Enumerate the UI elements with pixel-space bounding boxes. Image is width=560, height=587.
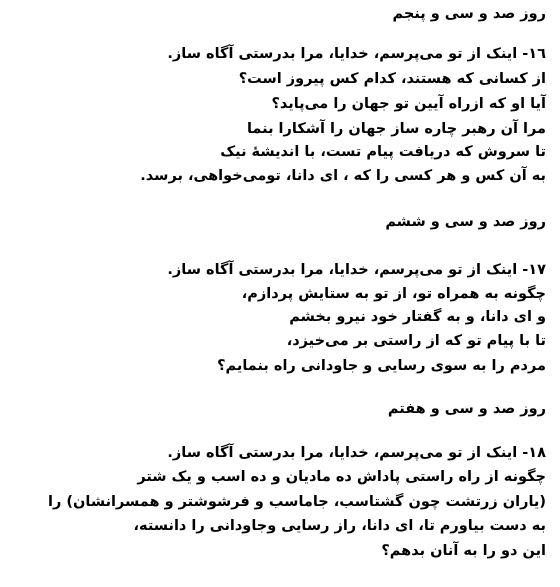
- verse-line: ١٧- اینک از تو می‌پرسم، خدایا، مرا بدرستی آگاه ساز.: [167, 262, 546, 278]
- verse-line: از کسانی که هستند، کدام کس پیروز است؟: [238, 71, 546, 87]
- verse-line: (یاران زرتشت چون گشتاسب، جاماسب و فرشوشتر و همسرانشان) را: [48, 494, 546, 510]
- verse-line: به دست بیاورم تا، ای دانا، راز‌ رسایی وجاودانی را دانسته،: [133, 518, 546, 534]
- verse-line: به آن کس و هر کسی را که ، ای دانا، تومی‌خواهی، برسد.: [140, 168, 546, 184]
- verse-line: تا سروش که دریافت پیام‌ تست، با اندیشهٔ نیک: [220, 144, 546, 160]
- verse-line: مرا آن رهبر‌ چاره ساز‌ جهان را آشکارا بنما: [246, 121, 546, 137]
- verse-line: چگونه به همراه‌ تو، از تو به ستایش پردازم،: [241, 286, 546, 302]
- verse-line: این دو را به آنان بدهم؟: [381, 543, 546, 559]
- section-heading: روز صد و سی و ششم: [385, 214, 546, 230]
- verse-line: مردم را به سوی رسایی و جاودانی راه بنمایم؟: [217, 358, 546, 374]
- section-heading: روز صد و سی و پنجم: [392, 6, 546, 22]
- section-heading: روز صد و سی و هفتم: [387, 401, 546, 417]
- verse-line: ١٨- اینک از تو می‌پرسم، خدایا، مرا بدرستی آگاه ساز.: [167, 445, 546, 461]
- verse-line: آیا او که ازراه‌ آیین‌ تو جهان را می‌پاید؟: [271, 96, 546, 112]
- verse-line: و ای دانا، و به گفتار‌ خود نیرو بخشم: [289, 309, 546, 325]
- verse-line: چگونه از راه‌ راستی پاداش‌ ده مادیان و ده اسب و یک شتر: [137, 469, 546, 485]
- verse-line: تا با پیام‌ تو که از راستی بر می‌خیزد،: [286, 333, 546, 349]
- verse-line: ١٦- اینک از تو می‌پرسم، خدایا، مرا بدرستی آگاه ساز.: [167, 46, 546, 62]
